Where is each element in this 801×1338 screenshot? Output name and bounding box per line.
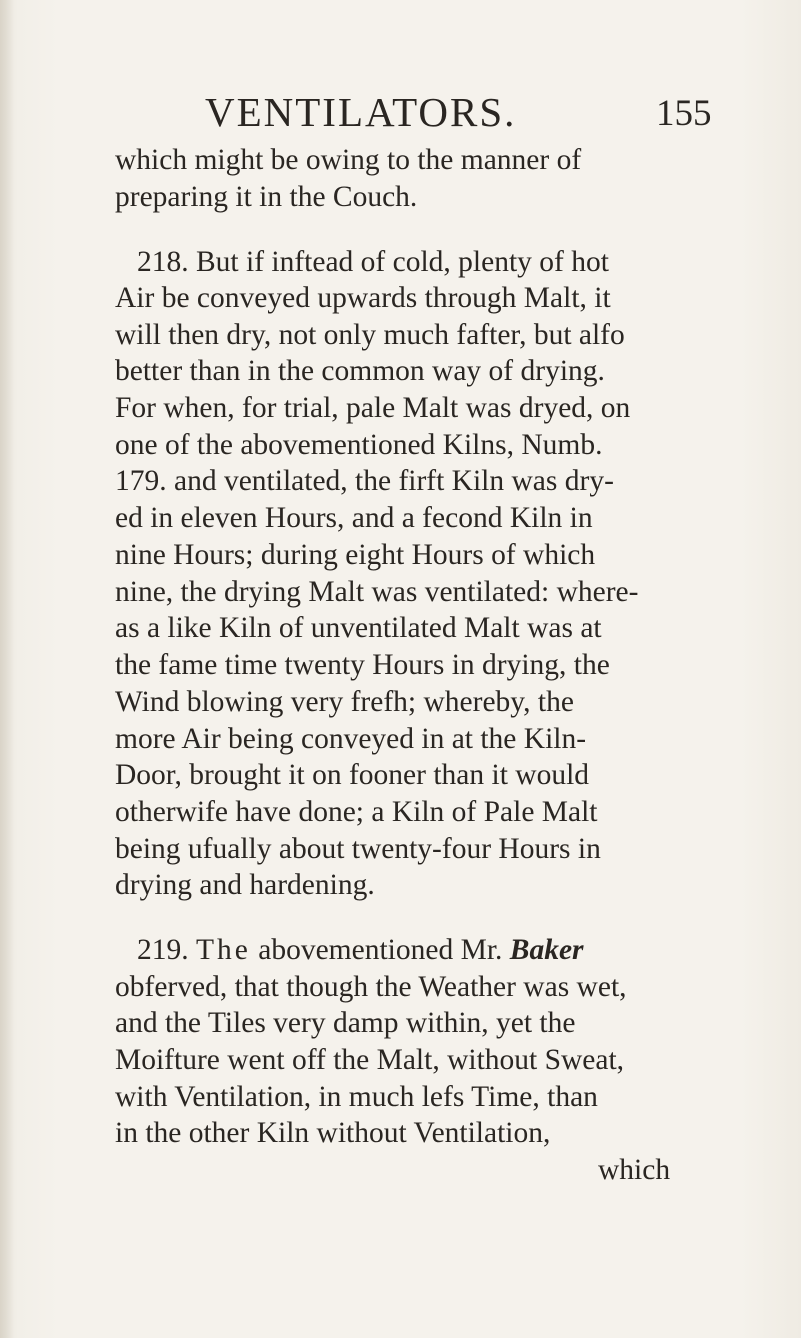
text-line: the fame time twenty Hours in drying, the [115,649,610,681]
text-line: otherwife have done; a Kiln of Pale Malt [115,796,598,828]
text-line: 218. But if inftead of cold, plenty of hot [137,246,609,278]
gutter-shadow [0,0,14,1338]
text-fragment: abovementioned Mr. [258,934,503,966]
text-line: drying and hardening. [115,869,375,901]
text-line: with Ventilation, in much lefs Time, than [115,1081,598,1113]
page-number: 155 [656,93,712,134]
paragraph-number: 219. [137,934,189,966]
text-line: as a like Kiln of unventilated Malt was at [115,612,602,644]
text-line: Air be conveyed upwards through Malt, it [115,282,611,314]
text-line: 179. and ventilated, the firft Kiln was dry- [115,465,614,497]
text-line: will then dry, not only much fafter, but alfo [115,319,625,351]
running-head: VENTILATORS. [205,89,517,135]
text-line: For when, for trial, pale Malt was dryed, on [115,392,631,424]
text-line: better than in the common way of drying. [115,355,605,387]
text-line: nine Hours; during eight Hours of which [115,539,596,571]
text-line: Door, brought it on fooner than it would [115,759,590,791]
text-line: preparing it in the Couch. [115,181,418,213]
text-line: in the other Kiln without Ventilation, [115,1117,551,1149]
text-line: more Air being conveyed in at the Kiln- [115,723,587,755]
text-line: being ufually about twenty-four Hours in [115,833,601,865]
text-line: Moifture went off the Malt, without Sweat, [115,1044,625,1076]
lead-word: The [196,934,251,966]
text-line: obferved, that though the Weather was wet, [115,971,627,1003]
text-line: ed in eleven Hours, and a fecond Kiln in [115,502,593,534]
text-line: one of the abovementioned Kilns, Numb. [115,429,603,461]
text-line: which might be owing to the manner of [115,144,582,176]
text-line: Wind blowing very frefh; whereby, the [115,686,574,718]
person-name: Baker [509,934,584,966]
paragraph-219-first-line [137,936,584,966]
text-line: and the Tiles very damp within, yet the [115,1007,576,1039]
catchword: which [598,1154,671,1186]
page-header [0,89,801,152]
text-line: nine, the drying Malt was ventilated: where- [115,576,639,608]
